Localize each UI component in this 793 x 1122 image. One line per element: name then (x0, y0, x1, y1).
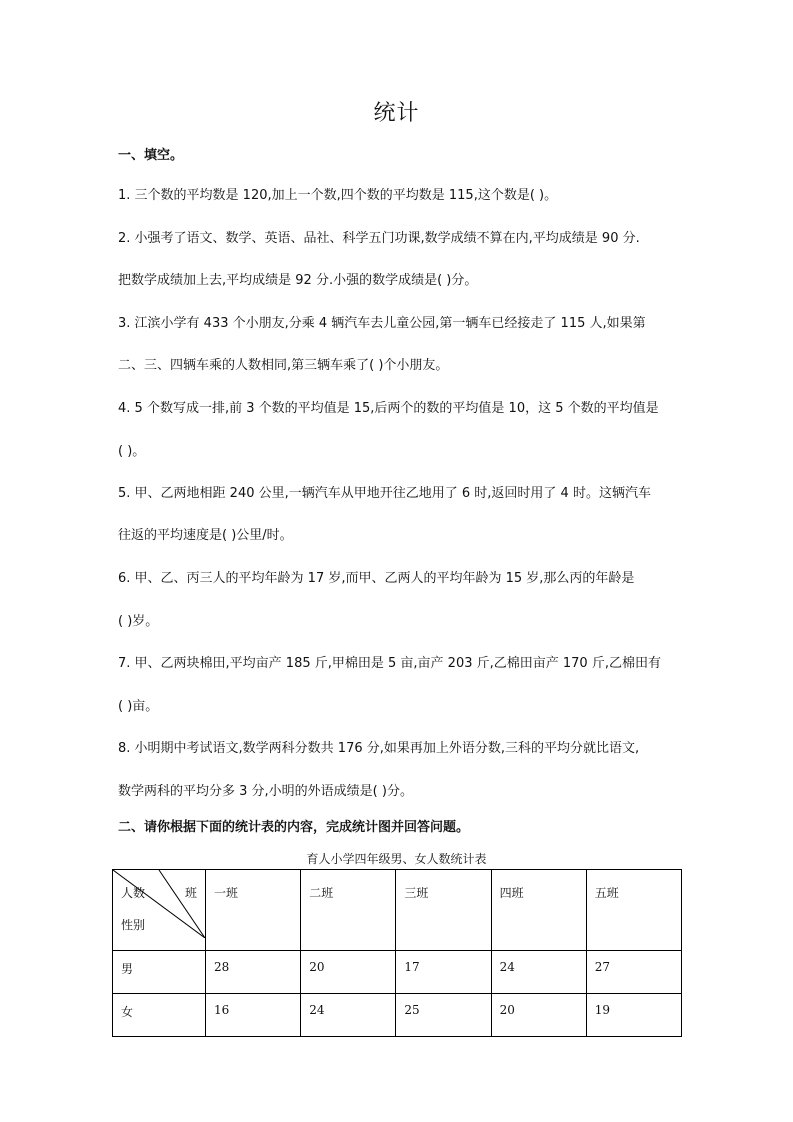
column-header-class-3: 三班 (396, 870, 491, 951)
table-cell: 19 (586, 994, 681, 1037)
table-cell: 24 (491, 951, 586, 994)
table-cell: 20 (301, 951, 396, 994)
question-1: 1. 三个数的平均数是 120,加上一个数,四个数的平均数是 115,这个数是( )。 (118, 188, 558, 203)
table-cell: 17 (396, 951, 491, 994)
corner-label-people: 人数 (121, 886, 146, 900)
section-1-heading: 一、填空。 (118, 148, 184, 163)
section-2-heading: 二、请你根据下面的统计表的内容，完成统计图并回答问题。 (118, 820, 470, 835)
column-header-class-1: 一班 (206, 870, 301, 951)
question-4-line-1: 4. 5 个数写成一排,前 3 个数的平均值是 15,后两个的数的平均值是 10，这 5 个数的平均值是 (118, 401, 659, 416)
table-cell: 24 (301, 994, 396, 1037)
table-row-female (113, 994, 682, 1037)
question-2-line-2: 把数学成绩加上去,平均成绩是 92 分.小强的数学成绩是( )分。 (118, 273, 478, 288)
question-8-line-1: 8. 小明期中考试语文,数学两科分数共 176 分,如果再加上外语分数,三科的平均分就比语文, (118, 741, 640, 756)
table-title: 育人小学四年级男、女人数统计表 (306, 852, 487, 866)
table-cell: 27 (586, 951, 681, 994)
page-title: 统计 (373, 101, 420, 126)
question-6-line-1: 6. 甲、乙、丙三人的平均年龄为 17 岁,而甲、乙两人的平均年龄为 15 岁,那么丙的年龄是 (118, 571, 635, 586)
table-cell: 20 (491, 994, 586, 1037)
question-2-line-1: 2. 小强考了语文、数学、英语、品社、科学五门功课,数学成绩不算在内,平均成绩是 90 分. (118, 231, 640, 246)
question-4-line-2: ( )。 (118, 444, 146, 459)
question-5-line-2: 往返的平均速度是( )公里/时。 (118, 528, 293, 543)
table-row-male (113, 951, 682, 994)
row-label-male: 男 (113, 951, 206, 994)
question-7-line-1: 7. 甲、乙两块棉田,平均亩产 185 斤,甲棉田是 5 亩,亩产 203 斤,乙棉田亩产 170 斤,乙棉田有 (118, 656, 661, 671)
table-corner-cell (113, 870, 206, 951)
question-3-line-1: 3. 江滨小学有 433 个小朋友,分乘 4 辆汽车去儿童公园,第一辆车已经接走了 115 人,如果第 (118, 316, 646, 331)
question-8-line-2: 数学两科的平均分多 3 分,小明的外语成绩是( )分。 (118, 784, 413, 799)
table-cell: 25 (396, 994, 491, 1037)
statistics-table (112, 869, 682, 1037)
table-header-row (113, 870, 682, 951)
corner-label-gender: 性别 (121, 918, 146, 932)
question-7-line-2: ( )亩。 (118, 699, 159, 714)
table-cell: 16 (206, 994, 301, 1037)
column-header-class-4: 四班 (491, 870, 586, 951)
column-header-class-2: 二班 (301, 870, 396, 951)
question-6-line-2: ( )岁。 (118, 614, 159, 629)
corner-label-class: 班 (185, 886, 198, 900)
row-label-female: 女 (113, 994, 206, 1037)
question-5-line-1: 5. 甲、乙两地相距 240 公里,一辆汽车从甲地开往乙地用了 6 时,返回时用了 4 时。这辆汽车 (118, 486, 651, 501)
column-header-class-5: 五班 (586, 870, 681, 951)
table-cell: 28 (206, 951, 301, 994)
question-3-line-2: 二、三、四辆车乘的人数相同,第三辆车乘了( )个小朋友。 (118, 358, 449, 373)
